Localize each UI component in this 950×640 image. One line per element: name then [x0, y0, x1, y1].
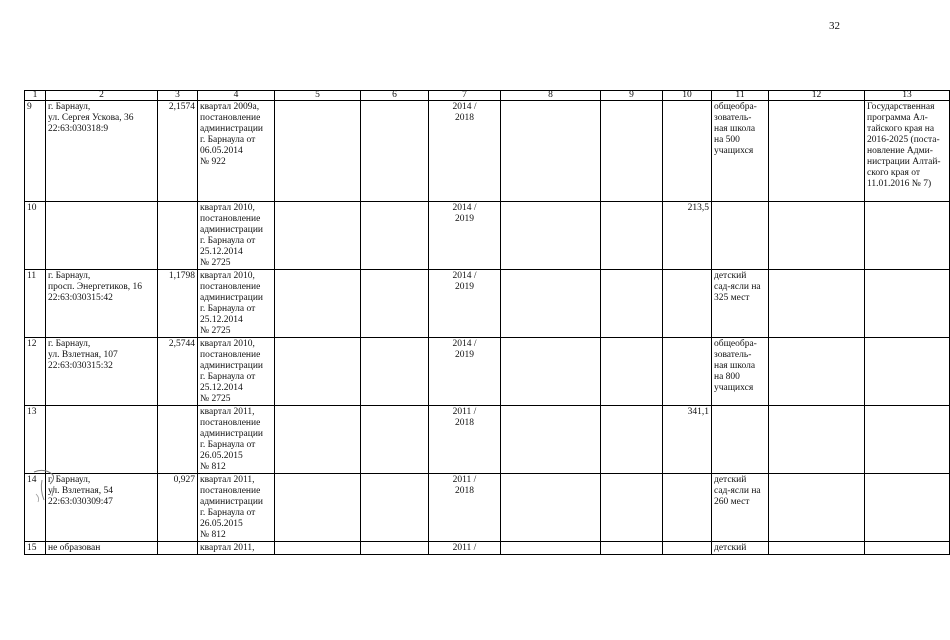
object-cell: детский сад-ясли на 260 мест — [712, 474, 769, 542]
col9-cell — [601, 270, 663, 338]
table-row — [25, 474, 950, 542]
col12-cell — [769, 406, 865, 474]
years-cell: 2014 / 2019 — [429, 338, 501, 406]
quarter-cell: квартал 2011, постановление администрации г. Барнаула от 26.05.2015 № 812 — [198, 474, 275, 542]
col9-cell — [601, 338, 663, 406]
area-cell — [158, 542, 198, 555]
col12-cell — [769, 338, 865, 406]
col10-cell — [663, 270, 712, 338]
object-cell — [712, 406, 769, 474]
column-header: 10 — [663, 91, 712, 101]
col9-cell — [601, 202, 663, 270]
address-cell — [46, 406, 158, 474]
years-cell: 2014 / 2019 — [429, 270, 501, 338]
object-cell: детский сад-ясли на 325 мест — [712, 270, 769, 338]
column-header: 13 — [865, 91, 950, 101]
program-cell — [865, 474, 950, 542]
area-cell — [158, 406, 198, 474]
col10-cell — [663, 474, 712, 542]
quarter-cell: квартал 2010, постановление администрации г. Барнаула от 25.12.2014 № 2725 — [198, 338, 275, 406]
column-header: 12 — [769, 91, 865, 101]
col10-cell — [663, 338, 712, 406]
col8-cell — [501, 101, 601, 202]
col6-cell — [361, 270, 429, 338]
table-row — [25, 542, 950, 555]
years-cell: 2011 / 2018 — [429, 474, 501, 542]
column-header: 4 — [198, 91, 275, 101]
col10-cell — [663, 101, 712, 202]
table-row — [25, 202, 950, 270]
row-number: 14 — [25, 474, 46, 542]
quarter-cell: квартал 2011, — [198, 542, 275, 555]
address-cell — [46, 202, 158, 270]
row-number: 12 — [25, 338, 46, 406]
column-header: 11 — [712, 91, 769, 101]
object-cell — [712, 202, 769, 270]
object-cell: детский — [712, 542, 769, 555]
program-cell — [865, 406, 950, 474]
years-cell: 2011 / — [429, 542, 501, 555]
program-cell: Государственная программа Ал- тайского края на 2016-2025 (поста- новление Адми- нистрации Алтай- ского края от 11.01.2016 № 7) — [865, 101, 950, 202]
col9-cell — [601, 542, 663, 555]
col10-cell — [663, 542, 712, 555]
years-cell: 2011 / 2018 — [429, 406, 501, 474]
col5-cell — [275, 101, 361, 202]
table-row — [25, 338, 950, 406]
col5-cell — [275, 542, 361, 555]
table-row — [25, 406, 950, 474]
column-header: 8 — [501, 91, 601, 101]
program-cell — [865, 338, 950, 406]
col10-cell: 341,1 — [663, 406, 712, 474]
column-header: 5 — [275, 91, 361, 101]
col6-cell — [361, 406, 429, 474]
col6-cell — [361, 202, 429, 270]
col5-cell — [275, 406, 361, 474]
col9-cell — [601, 474, 663, 542]
column-number-row — [25, 91, 950, 101]
col8-cell — [501, 474, 601, 542]
program-cell — [865, 202, 950, 270]
area-cell: 2,5744 — [158, 338, 198, 406]
area-cell: 2,1574 — [158, 101, 198, 202]
column-header: 7 — [429, 91, 501, 101]
col6-cell — [361, 542, 429, 555]
col12-cell — [769, 101, 865, 202]
col6-cell — [361, 101, 429, 202]
col8-cell — [501, 202, 601, 270]
table-row — [25, 101, 950, 202]
row-number: 13 — [25, 406, 46, 474]
col9-cell — [601, 101, 663, 202]
table-row — [25, 270, 950, 338]
col6-cell — [361, 474, 429, 542]
area-cell: 1,1798 — [158, 270, 198, 338]
address-cell: г. Барнаул, ул. Сергея Ускова, 36 22:63:030318:9 — [46, 101, 158, 202]
row-number: 9 — [25, 101, 46, 202]
handwritten-mark-icon — [30, 466, 72, 506]
col12-cell — [769, 202, 865, 270]
program-cell — [865, 270, 950, 338]
address-cell: г. Барнаул, просп. Энергетиков, 16 22:63:030315:42 — [46, 270, 158, 338]
col8-cell — [501, 406, 601, 474]
area-cell — [158, 202, 198, 270]
quarter-cell: квартал 2009а, постановление администрации г. Барнаула от 06.05.2014 № 922 — [198, 101, 275, 202]
col6-cell — [361, 338, 429, 406]
column-header: 9 — [601, 91, 663, 101]
row-number: 11 — [25, 270, 46, 338]
address-cell: г. Барнаул, ул. Взлетная, 107 22:63:030315:32 — [46, 338, 158, 406]
years-cell: 2014 / 2018 — [429, 101, 501, 202]
col12-cell — [769, 542, 865, 555]
col12-cell — [769, 474, 865, 542]
column-header: 1 — [25, 91, 46, 101]
object-cell: общеобра- зователь- ная школа на 500 учащихся — [712, 101, 769, 202]
col5-cell — [275, 338, 361, 406]
address-cell: г. Барнаул, ул. Взлетная, 54 22:63:030309:47 — [46, 474, 158, 542]
row-number: 15 — [25, 542, 46, 555]
col8-cell — [501, 542, 601, 555]
area-cell: 0,927 — [158, 474, 198, 542]
land-plots-table — [24, 90, 950, 555]
quarter-cell: квартал 2011, постановление администрации г. Барнаула от 26.05.2015 № 812 — [198, 406, 275, 474]
column-header: 2 — [46, 91, 158, 101]
quarter-cell: квартал 2010, постановление администрации г. Барнаула от 25.12.2014 № 2725 — [198, 270, 275, 338]
object-cell: общеобра- зователь- ная школа на 800 учащихся — [712, 338, 769, 406]
col10-cell: 213,5 — [663, 202, 712, 270]
col8-cell — [501, 270, 601, 338]
column-header: 6 — [361, 91, 429, 101]
col5-cell — [275, 270, 361, 338]
years-cell: 2014 / 2019 — [429, 202, 501, 270]
col5-cell — [275, 202, 361, 270]
row-number: 10 — [25, 202, 46, 270]
program-cell — [865, 542, 950, 555]
column-header: 3 — [158, 91, 198, 101]
col12-cell — [769, 270, 865, 338]
col9-cell — [601, 406, 663, 474]
address-cell: не образован — [46, 542, 158, 555]
page-number: 32 — [829, 20, 840, 32]
quarter-cell: квартал 2010, постановление администрации г. Барнаула от 25.12.2014 № 2725 — [198, 202, 275, 270]
col5-cell — [275, 474, 361, 542]
col8-cell — [501, 338, 601, 406]
